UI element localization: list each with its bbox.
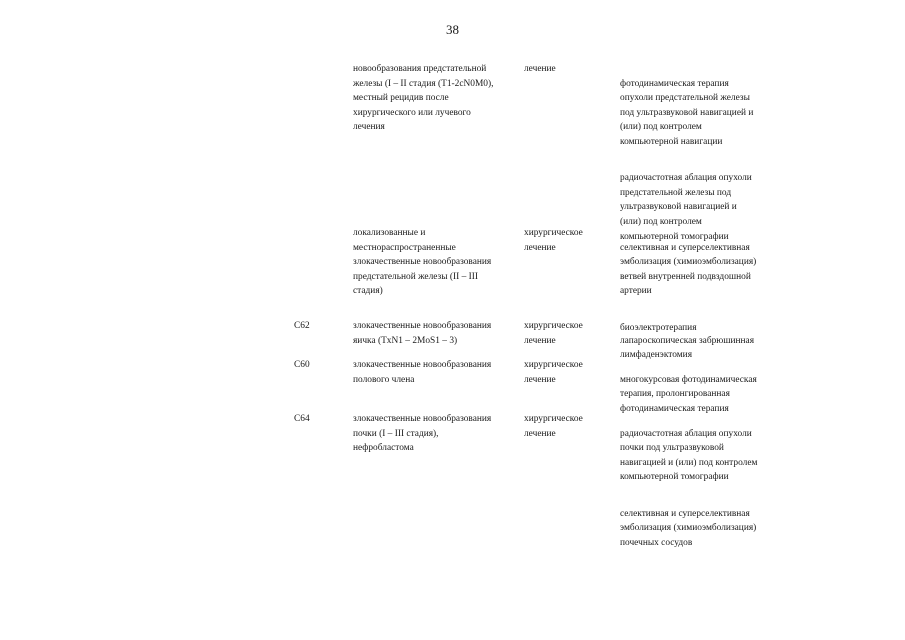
treatment-type-cell: хирургическое лечение [524, 360, 583, 385]
treatment-type-cell: лечение [524, 64, 556, 74]
page-number: 38 [446, 22, 459, 37]
diagnosis-cell: локализованные и местнораспространенные злокачественные новообразования предстательной железы (II – III стадия) [353, 228, 492, 297]
treatment-method: радиочастотная аблация опухоли почки под ультразвуковой навигацией и (или) под контролем компьютерной томографии [620, 428, 758, 483]
icd-code-cell: C60 [294, 360, 310, 370]
diagnosis-cell: злокачественные новообразования почки (I – III стадия), нефробластома [353, 414, 492, 454]
icd-code-cell: C62 [294, 321, 310, 331]
diagnosis-cell: новообразования предстательной железы (I – II стадия (T1-2cN0M0), местный рецидив после хирургического или лучевого лечения [353, 64, 494, 133]
treatment-method: селективная и суперселективная эмболизация (химиоэмболизация) почечных сосудов [620, 508, 757, 548]
treatment-method: биоэлектротерапия [620, 322, 697, 333]
treatment-method: лапароскопическая забрюшинная лимфаденэктомия [620, 335, 755, 361]
treatment-method: многокурсовая фотодинамическая терапия, пролонгированная фотодинамическая терапия [620, 374, 757, 414]
methods-cell [620, 412, 790, 572]
treatment-method: селективная и суперселективная эмболизация (химиоэмболизация) ветвей внутренней подвздошной артерии [620, 242, 757, 297]
diagnosis-cell: злокачественные новообразования полового члена [353, 360, 492, 385]
treatment-type-cell: хирургическое лечение [524, 228, 583, 253]
treatment-method: радиочастотная аблация опухоли предстательной железы под ультразвуковой навигацией и (или) под контролем компьютерной томографии [620, 173, 752, 242]
treatment-type-cell: хирургическое лечение [524, 321, 583, 346]
treatment-method: фотодинамическая терапия опухоли предстательной железы под ультразвуковой навигацией и (или) под контролем компьютерной навигации [620, 78, 754, 147]
icd-code-cell: C64 [294, 414, 310, 424]
treatment-type-cell: хирургическое лечение [524, 414, 583, 439]
diagnosis-cell: злокачественные новообразования яичка (TxN1 – 2MoS1 – 3) [353, 321, 492, 346]
